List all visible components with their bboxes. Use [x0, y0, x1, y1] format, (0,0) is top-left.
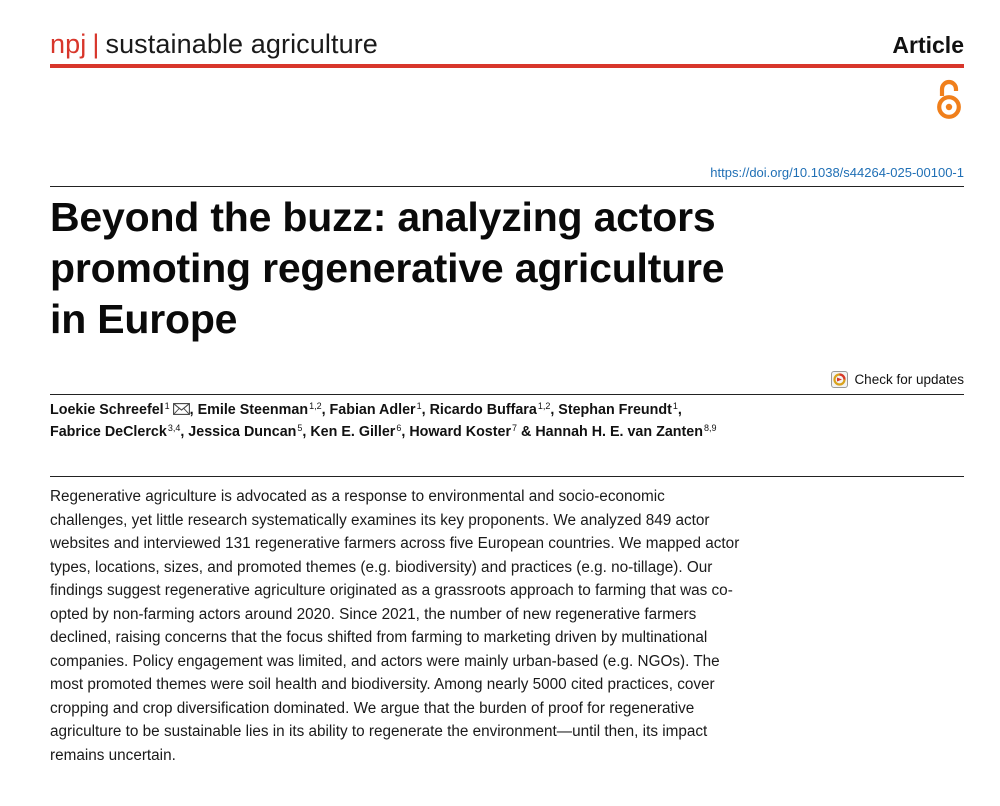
doi-link[interactable]: https://doi.org/10.1038/s44264-025-00100-1: [710, 165, 964, 180]
author-name[interactable]: Stephan Freundt$^1$: [558, 401, 678, 418]
abstract-line: types, locations, sizes, and promoted themes (e.g. biodiversity) and practices (e.g. no-tillage). Our: [50, 558, 713, 576]
abstract-line: findings suggest regenerative agriculture originated as a grassroots approach to farming that was co-: [50, 582, 733, 599]
author-name[interactable]: Ricardo Buffara$^{1,2}$: [429, 401, 551, 418]
open-access-lock-icon[interactable]: [934, 78, 964, 120]
header-divider: [50, 64, 964, 68]
check-for-updates-label: Check for updates: [854, 371, 964, 387]
abstract-divider: [50, 476, 964, 477]
title-line: promoting regenerative agriculture: [50, 245, 725, 291]
journal-logo[interactable]: [50, 28, 378, 60]
article-title: [50, 192, 850, 345]
journal-name: sustainable agriculture: [105, 29, 378, 59]
author-name[interactable]: Hannah H. E. van Zanten$^{8,9}$: [535, 423, 717, 440]
abstract-line: most promoted themes were soil health and biodiversity. Among nearly 5000 cited practices, cover: [50, 676, 715, 693]
abstract-line: websites and interviewed 131 regenerative farmers across five European countries. We mapped actor: [50, 535, 740, 552]
author-name[interactable]: Loekie Schreefel$^1$: [50, 401, 170, 418]
check-for-updates-button[interactable]: [831, 369, 964, 389]
author-list: [50, 399, 964, 443]
author-name[interactable]: Jessica Duncan$^5$: [188, 423, 303, 440]
abstract-line: remains uncertain.: [50, 746, 176, 764]
author-name[interactable]: Fabian Adler$^1$: [329, 401, 422, 418]
abstract-line: agriculture to be sustainable lies in its ability to regenerate the environment—until then, its impact: [50, 723, 708, 740]
author-name[interactable]: Fabrice DeClerck$^{3,4}$: [50, 423, 181, 440]
title-line: Beyond the buzz: analyzing actors: [50, 194, 716, 240]
abstract-line: cropping and crop diversification dominated. We argue that the burden of proof for regenerative: [50, 699, 695, 717]
journal-separator: |: [92, 29, 100, 59]
title-divider: [50, 186, 964, 187]
author-line: Loekie Schreefel$^1$ , Emile Steenman$^{1,2}$, Fabian Adler$^1$, Ricardo Buffara$^{1,2}$, Stephan Freundt$^1$,: [50, 401, 682, 418]
abstract-line: opted by non-farming actors around 2020. Since 2021, the number of new regenerative farmers: [50, 605, 697, 623]
email-icon[interactable]: [173, 403, 190, 415]
author-name[interactable]: Ken E. Giller$^6$: [310, 423, 402, 440]
title-line: in Europe: [50, 296, 238, 342]
author-line: Fabrice DeClerck$^{3,4}$, Jessica Duncan$^5$, Ken E. Giller$^6$, Howard Koster$^7$ & Hannah H. E. van Zanten$^{8,9}$: [50, 423, 717, 440]
abstract-line: challenges, yet little research systematically examines its key proponents. We analyzed 849 actor: [50, 511, 710, 529]
abstract: [50, 485, 850, 767]
check-for-updates-icon: [831, 371, 848, 388]
authors-divider: [50, 394, 964, 395]
article-type-label: Article: [892, 32, 964, 58]
author-name[interactable]: Howard Koster$^7$: [409, 423, 518, 440]
abstract-line: declined, raising concerns that the focus shifted from farming to marketing driven by multinational: [50, 629, 708, 646]
abstract-line: companies. Policy engagement was limited, and actors were mainly urban-based (e.g. NGOs). The: [50, 652, 720, 670]
abstract-line: Regenerative agriculture is advocated as a response to environmental and socio-economic: [50, 488, 665, 505]
journal-prefix: npj: [50, 29, 87, 59]
article-page: [50, 0, 964, 806]
author-name[interactable]: Emile Steenman$^{1,2}$: [197, 401, 322, 418]
journal-header: [50, 28, 964, 62]
